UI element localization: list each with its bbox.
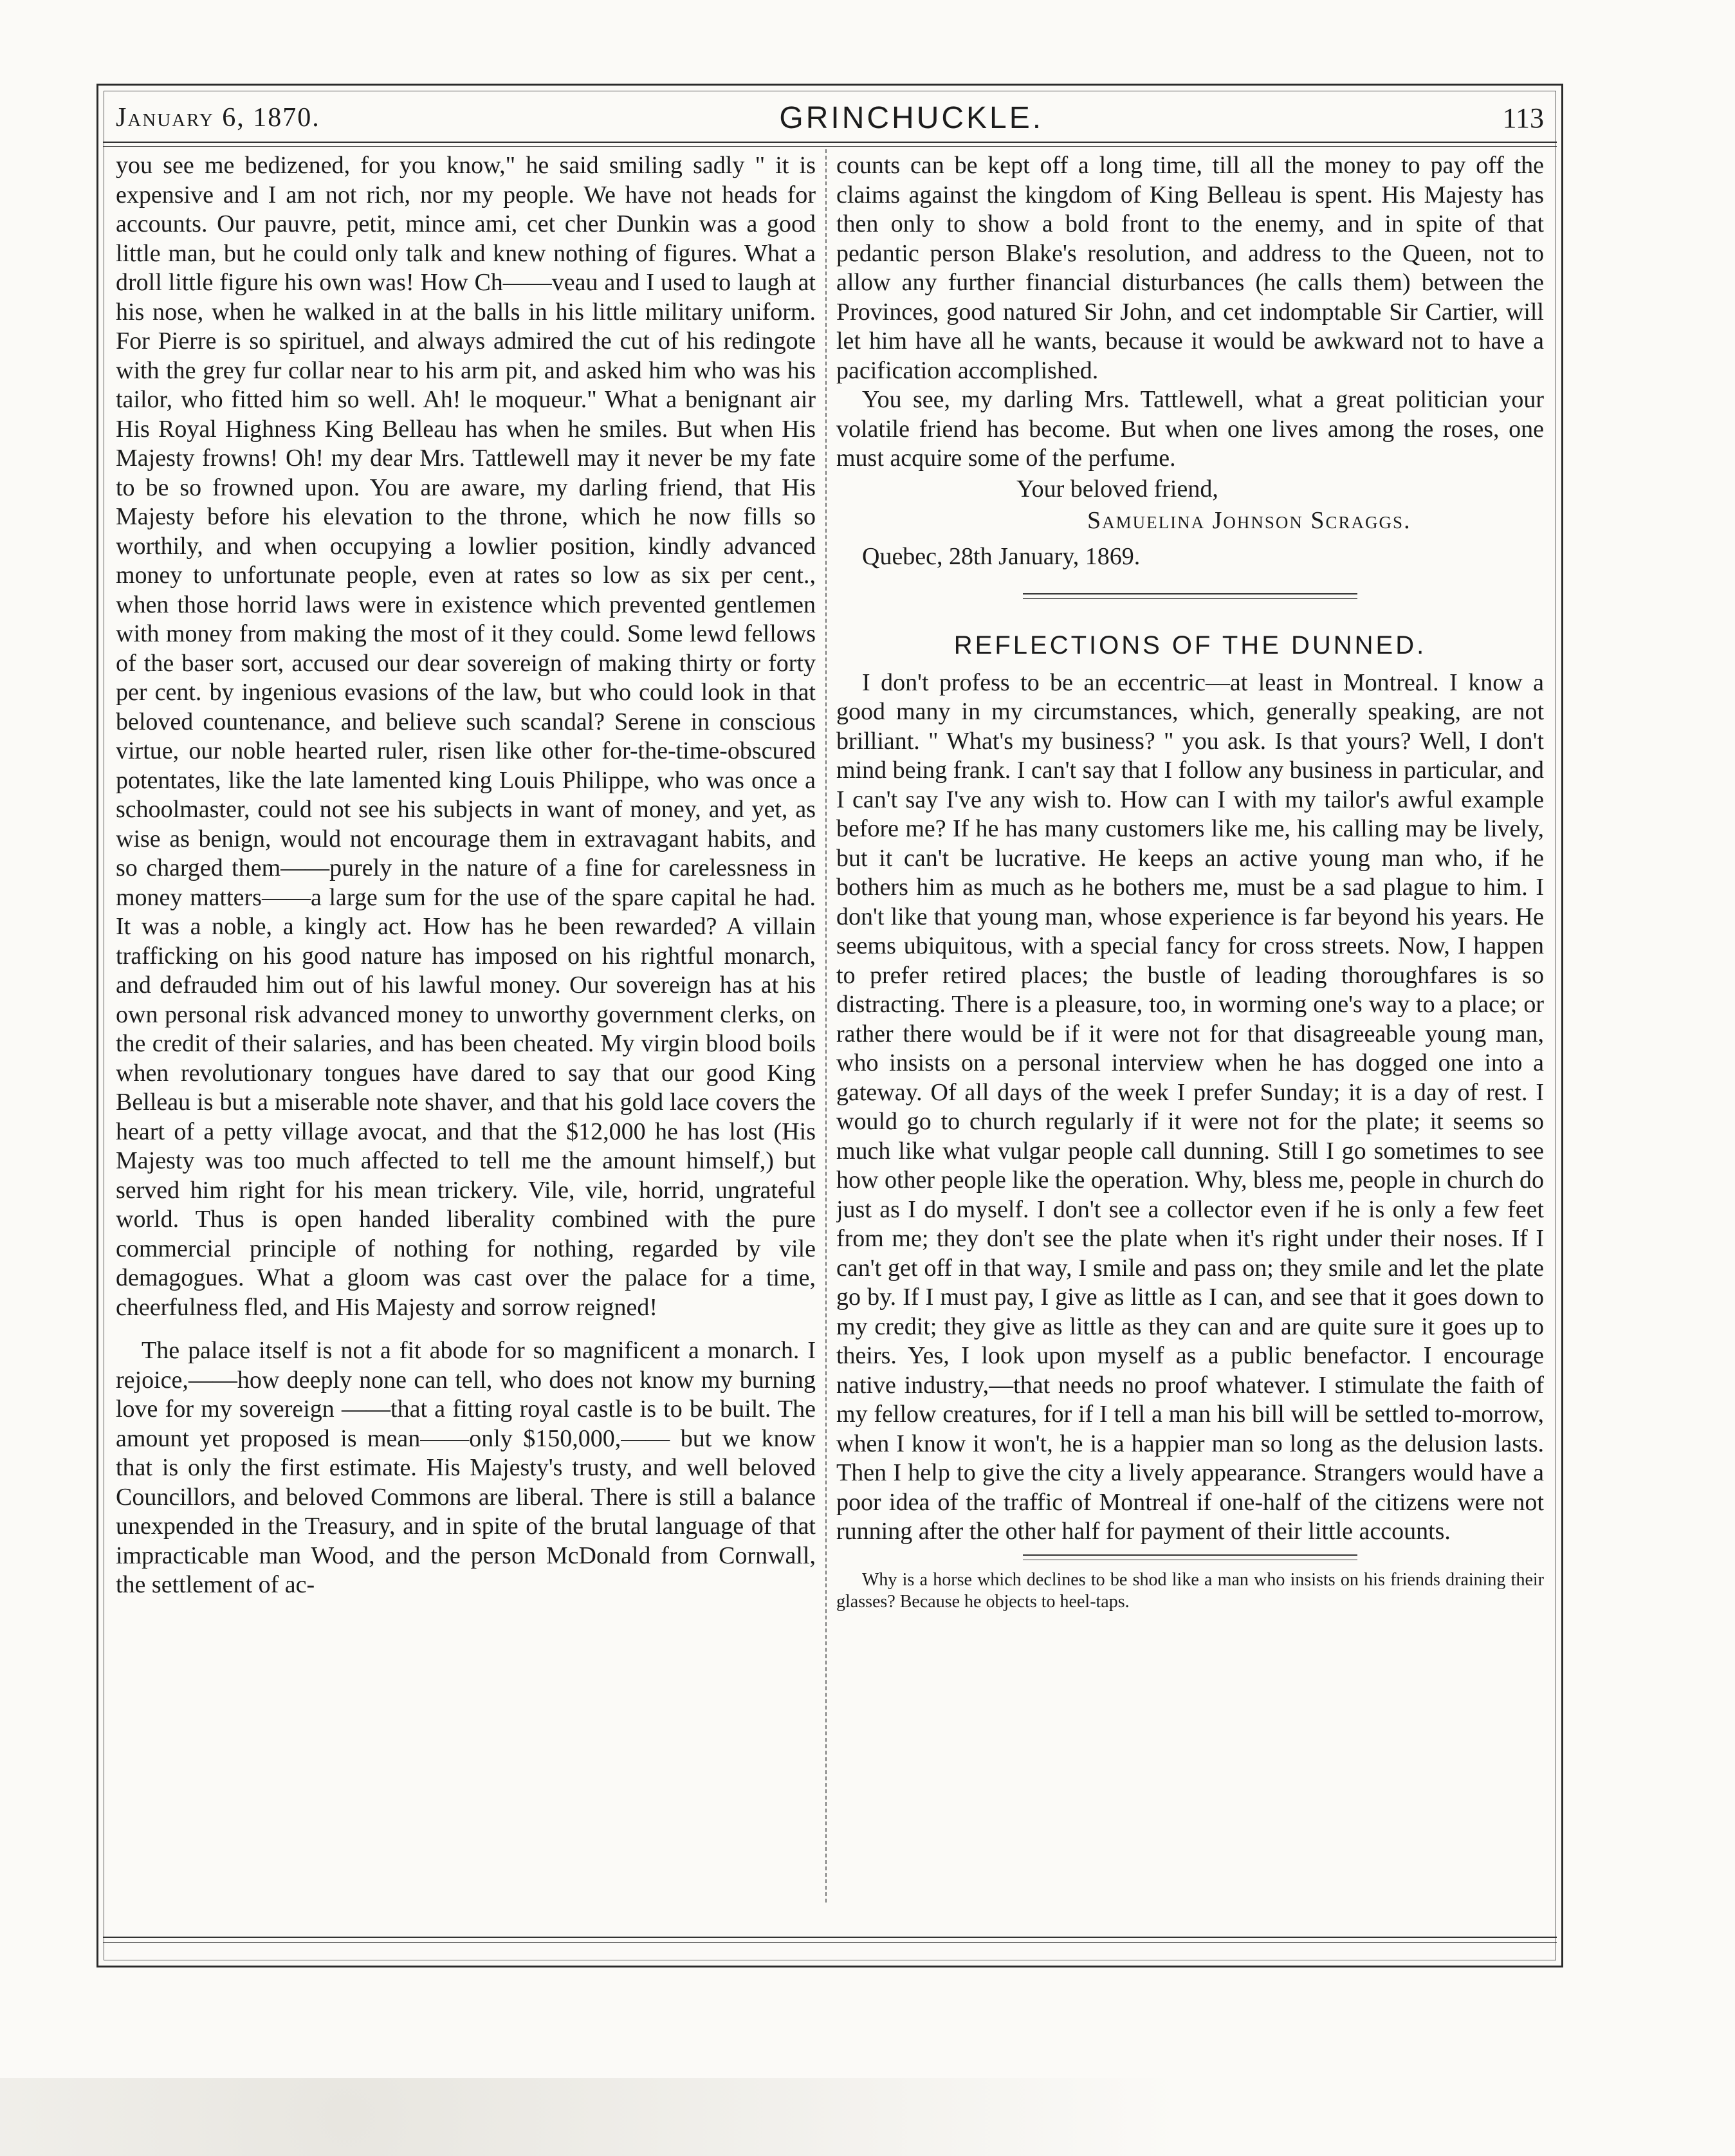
page-header [116, 95, 1544, 140]
article-end-rule [1023, 1554, 1357, 1560]
article-body: I don't profess to be an eccentric—at least in Montreal. I know a good many in my circumstances, which, generally speaking, are not brilliant. " What's my business? " you ask. Is that yours? Well, I don't mind being frank. I can't say that I follow any business in particular, and I can't say I've any wish to. How can I with my tailor's awful example before me? If he has many customers like me, his calling may be lively, but it can't be lucrative. He keeps an active young man who, if he bothers him as much as he bothers me, must be a sad plague to him. I don't like that young man, whose experience is far beyond his years. He seems ubiquitous, with a special fancy for cross streets. Now, I happen to prefer retired places; the bustle of leading thoroughfares is so distracting. There is a pleasure, too, in worming one's way to a place; or rather there would be if it were not for that disagreeable young man, who insists on a personal interview when he has dogged one into a gateway. Of all days of the week I prefer Sunday; it is a day of rest. I would go to church regularly if it were not for the plate; it seems so much like what vulgar people call dunning. Still I go sometimes to see how other people like the operation. Why, bless me, people in church do just as I do myself. I don't see a collector even if he is only a few feet from me; they don't see the plate when it's right under their noses. If I can't get off in that way, I smile and pass on; they smile and let the plate go by. If I must pay, I give as little as I can, and see that it goes down to my credit; they give as little as they can and are quite sure it goes up to theirs. Yes, I look upon myself as a public benefactor. I encourage native industry,—that needs no proof whatever. I stimulate the faith of my fellow creatures, for if I tell a man his bill will be settled to-morrow, when I know it won't, he is a happier man so long as the delusion lasts. Then I help to give the city a lively appearance. Strangers would have a poor idea of the traffic of Montreal if one-half of the citizens were not running after the other half for payment of their little accounts. [836, 668, 1544, 1545]
publication-title: GRINCHUCKLE. [779, 100, 1044, 135]
paragraph: counts can be kept off a long time, till all the money to pay off the claims against the kingdom of King Belleau is spent. His Majesty has then only to show a bold front to the enemy, and in spite of that pedantic person Blake's resolution, and address to the Queen, not to allow any further financial disturbances (he calls them) between the Provinces, good natured Sir John, and cet indomptable Sir Cartier, will let him have all he wants, because it would be awkward not to have a pacification accomplished. [836, 152, 1544, 384]
page-number: 113 [1502, 102, 1544, 134]
letter-dateline: Quebec, 28th January, 1869. [862, 542, 1141, 570]
right-column [836, 151, 1544, 1960]
header-rule [103, 142, 1557, 147]
letter-signature: Samuelina Johnson Scraggs. [1087, 507, 1411, 534]
paragraph: You see, my darling Mrs. Tattlewell, what a great politician your volatile friend has become. But when one lives among the roses, one must acquire some of the perfume. [836, 386, 1544, 472]
paragraph: The palace itself is not a fit abode for so magnificent a monarch. I rejoice,——how deeply none can tell, who does not know my burning love for my sovereign ——that a fitting royal castle is to be built. The amount yet proposed is mean——only $150,000,—— but we know that is only the first estimate. His Majesty's trusty, and well beloved Councillors, and beloved Commons are liberal. There is still a balance unexpended in the Treasury, and in spite of the brutal language of that impracticable man Wood, and the person McDonald from Cornwall, the settlement of ac- [116, 1337, 816, 1598]
left-column [116, 151, 816, 1960]
letter-closing: Your beloved friend, [1016, 475, 1218, 502]
footer-rule [103, 1937, 1557, 1943]
section-heading: REFLECTIONS OF THE DUNNED. [953, 631, 1427, 659]
page-margin-noise [0, 2078, 1735, 2156]
paragraph: you see me bedizened, for you know," he said smiling sadly " it is expensive and I am not rich, nor my people. We have not heads for accounts. Our pauvre, petit, mince ami, cet cher Dunkin was a good little man, but he could only talk and knew nothing of figures. What a droll little figure his own was! How Ch——veau and I used to laugh at his nose, when he walked in at the balls in his little military uniform. For Pierre is so spirituel, and always admired the cut of his redingote with the grey fur collar near to his arm pit, and asked him who was his tailor, who fitted him so well. Ah! le moqueur." What a benignant air His Royal Highness King Belleau has when he smiles. But when His Majesty frowns! Oh! my dear Mrs. Tattlewell may it never be my fate to be so frowned upon. You are aware, my darling friend, that His Majesty before his elevation to the throne, which he now fills so worthily, and when occupying a lowlier position, kindly advanced money to unfortunate people, even at rates so low as six per cent., when those horrid laws were in existence which prevented gentlemen with money from making the most of it they could. Some lewd fellows of the baser sort, accused our dear sovereign of making thirty or forty per cent. by ingenious evasions of the law, but who could look in that beloved countenance, and believe such scandal? Serene in conscious virtue, our noble hearted ruler, risen like other for-the-time-obscured potentates, like the late lamented king Louis Philippe, who was once a schoolmaster, could not see his subjects in want of money, and yet, as wise as benign, would not encourage them in extravagant habits, and so charged them——purely in the nature of a fine for carelessness in money matters——a large sum for the use of the spare capital he had. It was a noble, a kingly act. How has he been rewarded? A villain trafficking on his good nature has imposed on his rightful monarch, and defrauded him out of his lawful money. Our sovereign has at his own personal risk advanced money to unworthy government clerks, on the credit of their salaries, and has been cheated. My virgin blood boils when revolutionary tongues have dared to say that our good King Belleau is but a miserable note shaver, and that his gold lace covers the heart of a petty village avocat, and that the $12,000 he has lost (His Majesty was too much affected to tell me the amount himself,) but served him right for his mean trickery. Vile, vile, horrid, ungrateful world. Thus is open handed liberality combined with the pure commercial principle of nothing for nothing, regarded by vile demagogues. What a gloom was cast over the palace for a time, cheerfulness fled, and His Majesty and sorrow reigned! [116, 152, 816, 1321]
issue-date: January 6, 1870. [116, 103, 320, 133]
joke-item: Why is a horse which declines to be shod like a man who insists on his friends draining their glasses? Because he objects to heel-taps. [836, 1569, 1544, 1612]
column-divider [825, 149, 827, 1903]
section-divider [1023, 593, 1357, 599]
